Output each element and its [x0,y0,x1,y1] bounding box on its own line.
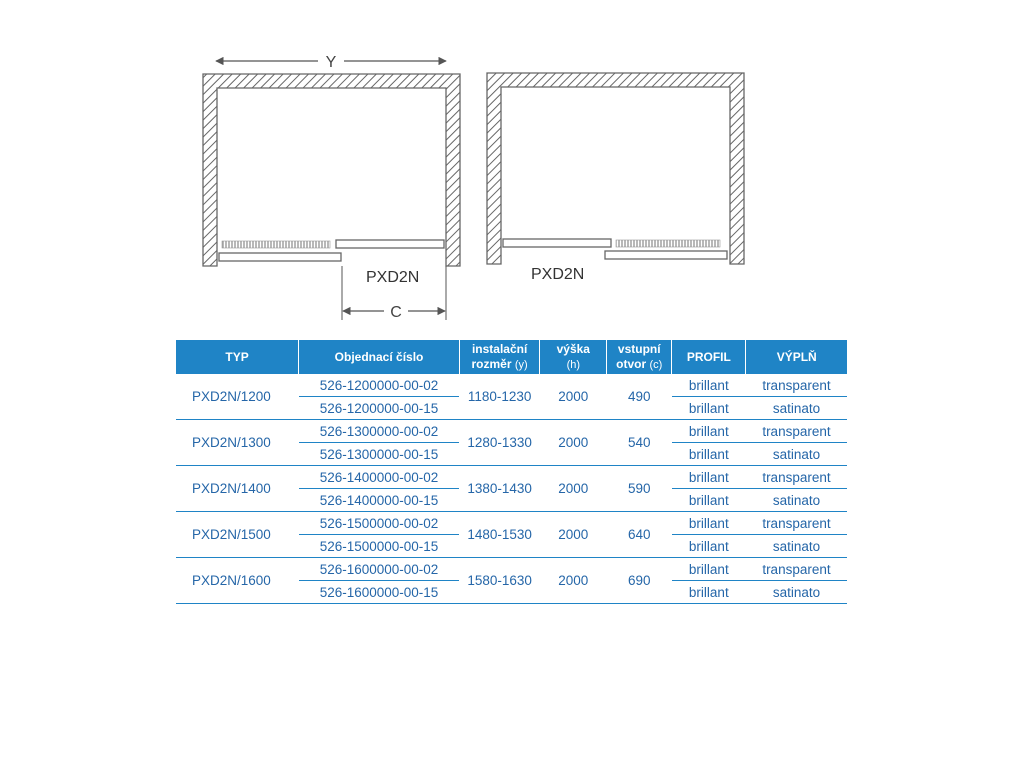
sliding-door-slats-left [222,241,330,248]
table-row [176,466,847,489]
cell-order-number: 526-1200000-00-02 [299,374,460,397]
header-install-size [459,340,539,374]
cell-fill: transparent [746,558,847,581]
cell-profile: brillant [672,397,746,420]
cell-profile: brillant [672,558,746,581]
wall-left-frame [203,74,460,266]
header-install-line1: instalační [471,341,528,356]
cell-fill: transparent [746,512,847,535]
cell-profile: brillant [672,443,746,466]
cell-fill: satinato [746,581,847,604]
cell-profile: brillant [672,466,746,489]
sliding-door-slats-right [616,240,720,247]
cell-height: 2000 [540,558,607,604]
header-opening-line2: otvor [616,356,647,371]
table-row [176,420,847,443]
cell-fill: transparent [746,466,847,489]
cell-fill: satinato [746,397,847,420]
cell-profile: brillant [672,512,746,535]
spec-table [176,340,847,604]
cell-profile: brillant [672,489,746,512]
cell-order-number: 526-1500000-00-02 [299,512,460,535]
table-header-row [176,340,847,374]
sliding-door-left [219,253,341,261]
model-label-right: PXD2N [531,266,585,283]
header-install-line2: rozměr [471,356,512,371]
table-body [176,374,847,604]
cell-opening: 690 [607,558,672,604]
cell-typ: PXD2N/1600 [176,558,299,604]
fixed-panel-right [503,239,611,247]
header-height-line1: výška [556,341,590,356]
cell-order-number: 526-1300000-00-15 [299,443,460,466]
cell-order-number: 526-1600000-00-15 [299,581,460,604]
cell-install-size: 1280-1330 [459,420,539,466]
model-label-left: PXD2N [366,269,420,286]
c-dimension-label: C [390,304,402,321]
cell-opening: 540 [607,420,672,466]
table-row [176,512,847,535]
cell-profile: brillant [672,420,746,443]
cell-install-size: 1480-1530 [459,512,539,558]
right-diagram [487,73,744,283]
header-opening-line1: vstupní [617,341,661,356]
cell-install-size: 1580-1630 [459,558,539,604]
header-profile: PROFIL [672,340,746,374]
header-height [540,340,607,374]
header-opening-unit: (c) [649,358,663,371]
sliding-door-right [605,251,727,259]
cell-fill: satinato [746,489,847,512]
header-typ: TYP [176,340,299,374]
header-order-number: Objednací číslo [299,340,460,374]
header-fill: VÝPLŇ [746,340,847,374]
cell-fill: transparent [746,420,847,443]
shower-enclosure-diagram [0,0,1024,330]
cell-order-number: 526-1500000-00-15 [299,535,460,558]
cell-typ: PXD2N/1200 [176,374,299,420]
table-row [176,558,847,581]
table-row [176,374,847,397]
cell-order-number: 526-1600000-00-02 [299,558,460,581]
cell-order-number: 526-1200000-00-15 [299,397,460,420]
cell-install-size: 1180-1230 [459,374,539,420]
header-height-unit: (h) [566,358,581,371]
cell-install-size: 1380-1430 [459,466,539,512]
y-dimension-label: Y [325,54,337,71]
cell-opening: 590 [607,466,672,512]
cell-fill: transparent [746,374,847,397]
cell-opening: 640 [607,512,672,558]
header-opening [607,340,672,374]
cell-typ: PXD2N/1300 [176,420,299,466]
cell-opening: 490 [607,374,672,420]
cell-order-number: 526-1400000-00-02 [299,466,460,489]
fixed-panel-left [336,240,444,248]
cell-height: 2000 [540,466,607,512]
cell-profile: brillant [672,374,746,397]
cell-fill: satinato [746,535,847,558]
cell-fill: satinato [746,443,847,466]
cell-typ: PXD2N/1500 [176,512,299,558]
cell-profile: brillant [672,535,746,558]
header-install-unit: (y) [514,358,528,371]
left-diagram [203,50,460,321]
cell-order-number: 526-1400000-00-15 [299,489,460,512]
wall-right-frame [487,73,744,264]
cell-order-number: 526-1300000-00-02 [299,420,460,443]
cell-height: 2000 [540,374,607,420]
cell-typ: PXD2N/1400 [176,466,299,512]
cell-height: 2000 [540,420,607,466]
cell-profile: brillant [672,581,746,604]
cell-height: 2000 [540,512,607,558]
